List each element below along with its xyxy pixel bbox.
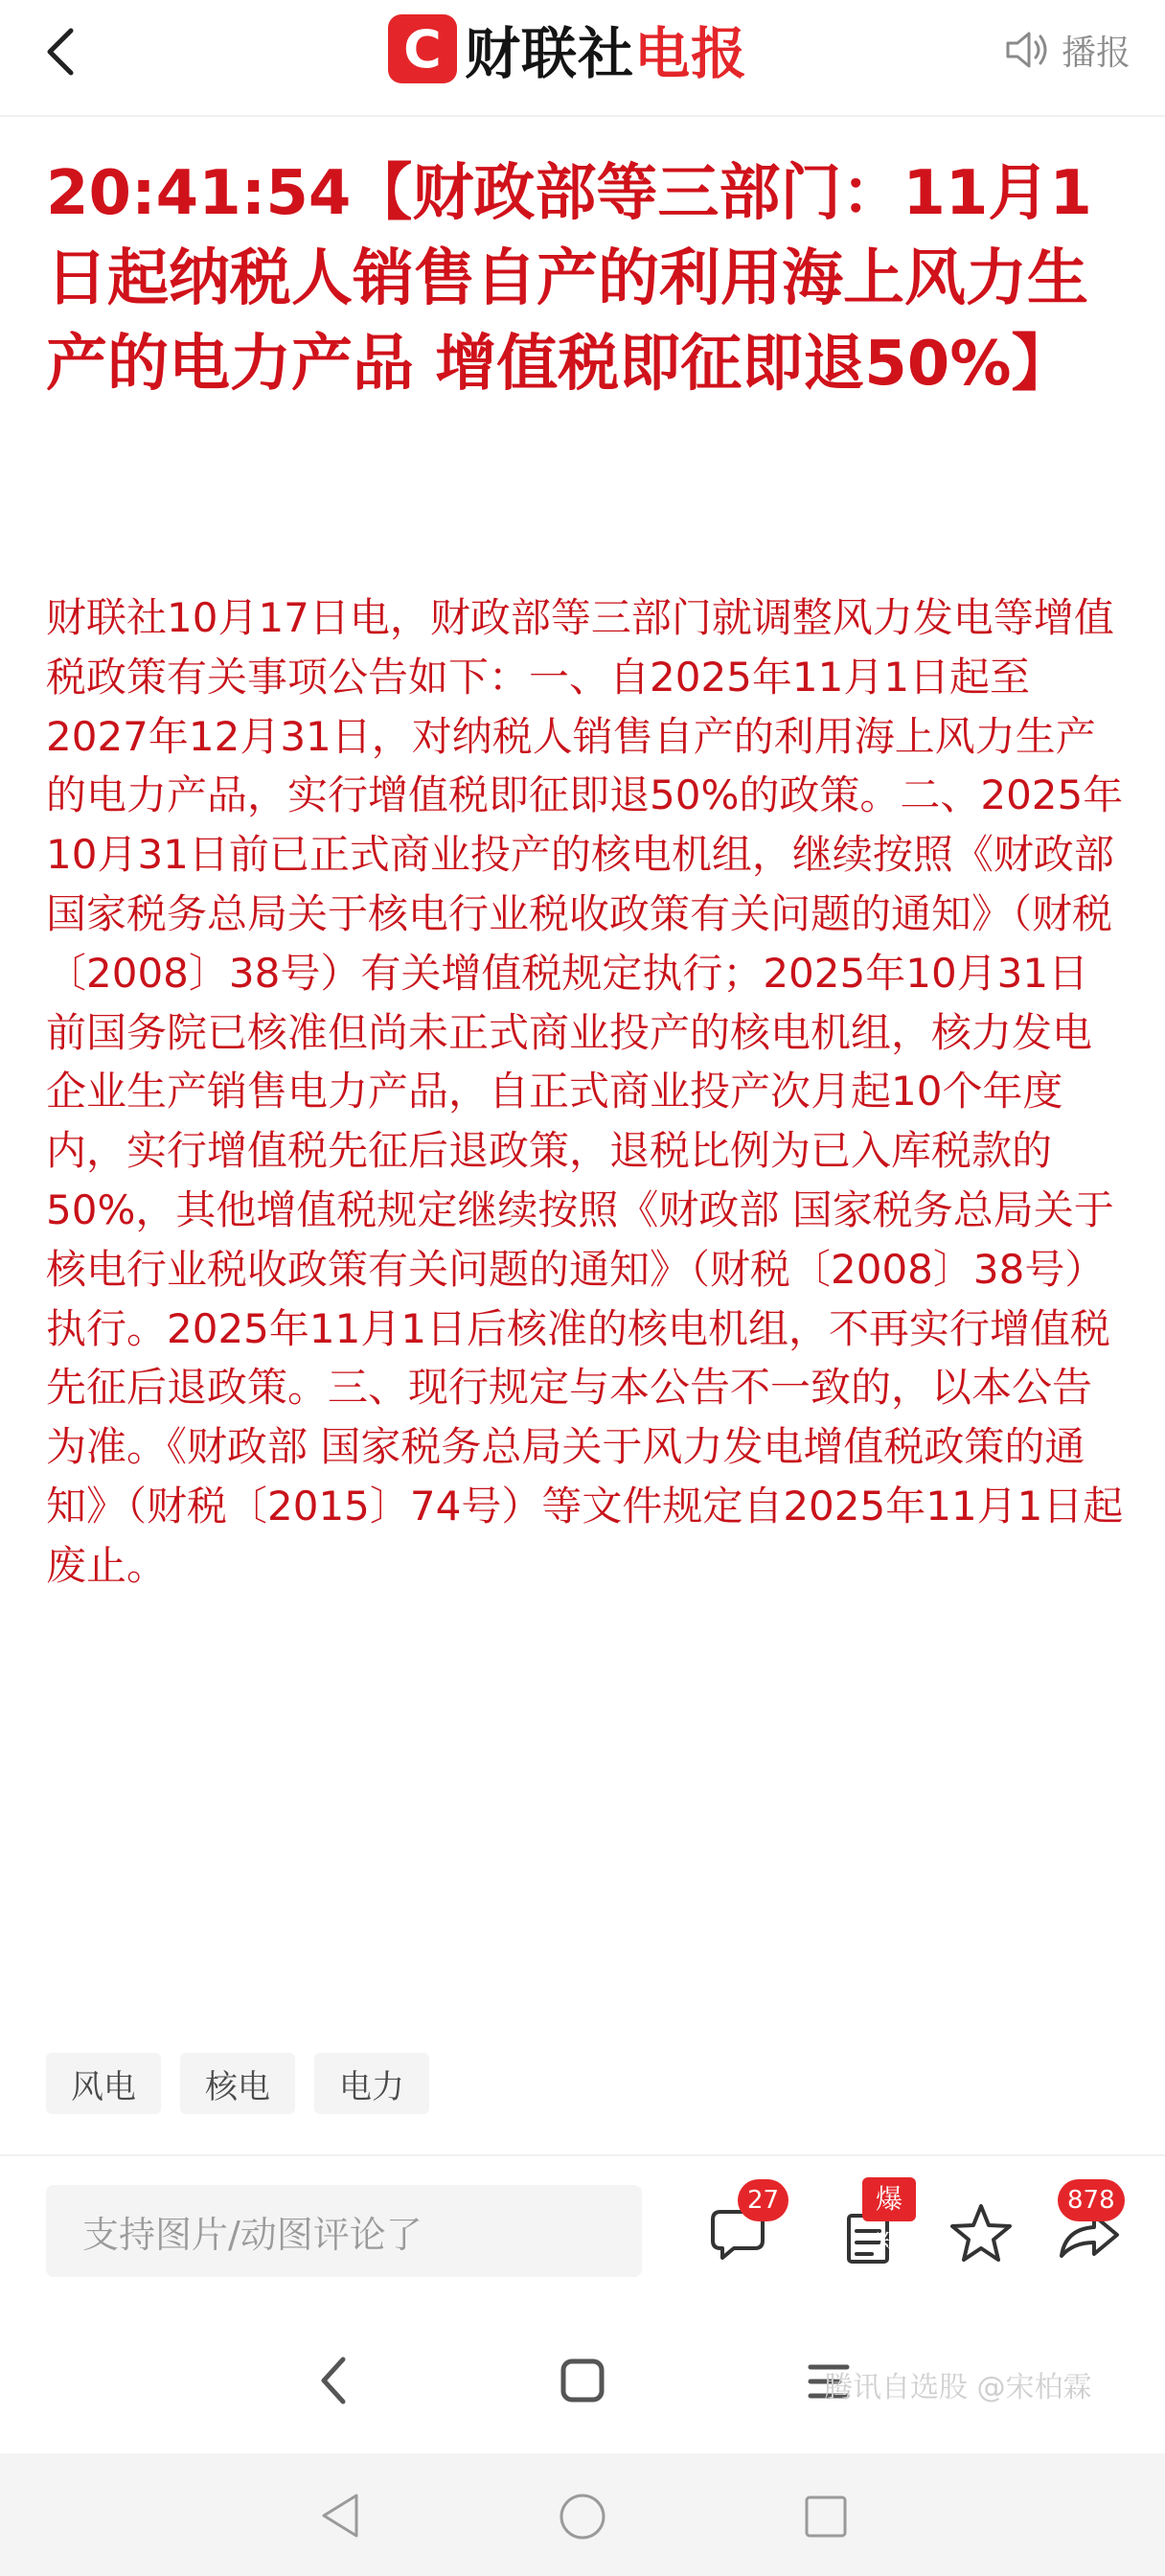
broadcast-button[interactable] xyxy=(1004,21,1131,79)
nav-home-circle-icon[interactable] xyxy=(558,2492,607,2542)
tag-wind-power[interactable]: 风电 xyxy=(46,2053,161,2114)
watermark-text: 腾讯自选股 @宋柏霖 xyxy=(824,2371,1092,2404)
nav-home-icon[interactable] xyxy=(560,2358,605,2404)
share-count-badge: 878 xyxy=(1058,2179,1125,2221)
logo-mark-letter: C xyxy=(403,18,442,80)
nav-recents-square-icon[interactable] xyxy=(803,2494,849,2540)
speaker-icon xyxy=(1004,29,1052,71)
tag-list xyxy=(46,2053,429,2114)
back-button[interactable] xyxy=(34,23,92,80)
broadcast-label: 播报 xyxy=(1061,33,1131,73)
comment-button[interactable] xyxy=(699,2186,780,2271)
favorite-button[interactable] xyxy=(943,2195,1019,2271)
tip-badge: 爆料 xyxy=(862,2177,916,2221)
system-nav-bar-secondary xyxy=(0,2453,1165,2576)
tag-nuclear-power[interactable]: 核电 xyxy=(180,2053,295,2114)
tag-electric-power[interactable]: 电力 xyxy=(314,2053,429,2114)
comment-input[interactable] xyxy=(46,2185,642,2277)
nav-back-triangle-icon[interactable] xyxy=(318,2492,362,2540)
article-body: 财联社10月17日电，财政部等三部门就调整风力发电等增值税政策有关事项公告如下：一、自2025年11月1日起至2027年12月31日，对纳税人销售自产的利用海上风力生产的电力产品，实行增值税即征即退50%的政策。二、2025年10月31日前已正式商业投产的核电机组，继续按照《财政部 国家税务总局关于核电行业税收政策有关问题的通知》（财税〔2008〕38号）有关增值税规定执行；2025年10月31日前国务院已核准但尚未正式商业投产的核电机组，核力发电企业生产销售电力产品，自正式商业投产次月起10个年度内，实行增值税先征后退政策，退税比例为已入库税款的50%，其他增值税规定继续按照《财政部 国家税务总局关于核电行业税收政策有关问题的通知》（财税〔2008〕38号）执行。2025年11月1日后核准的核电机组，不再实行增值税先征后退政策。三、现行规定与本公告不一致的，以本公告为准。《财政部 国家税务总局关于风力发电增值税政策的通知》（财税〔2015〕74号）等文件规定自2025年11月1日起废止。 xyxy=(46,594,1124,1589)
share-button[interactable] xyxy=(1050,2186,1127,2271)
logo-mark xyxy=(388,14,457,83)
star-icon xyxy=(943,2195,1019,2271)
comment-count-badge: 27 xyxy=(738,2179,788,2221)
logo-text-main: 财联社 xyxy=(465,21,635,86)
divider xyxy=(0,2154,1165,2156)
app-logo xyxy=(388,13,747,84)
tip-button[interactable] xyxy=(832,2183,908,2271)
logo-text-accent: 电报 xyxy=(634,21,748,86)
app-header xyxy=(0,0,1165,117)
chevron-left-icon xyxy=(34,23,92,80)
watermark xyxy=(824,2363,1092,2405)
comment-placeholder: 支持图片/动图评论了 xyxy=(82,2213,423,2256)
article-title: 20:41:54【财政部等三部门：11月1日起纳税人销售自产的利用海上风力生产的电力产品 增值税即征即退50%】 xyxy=(46,158,1092,400)
nav-back-icon[interactable] xyxy=(312,2354,354,2407)
